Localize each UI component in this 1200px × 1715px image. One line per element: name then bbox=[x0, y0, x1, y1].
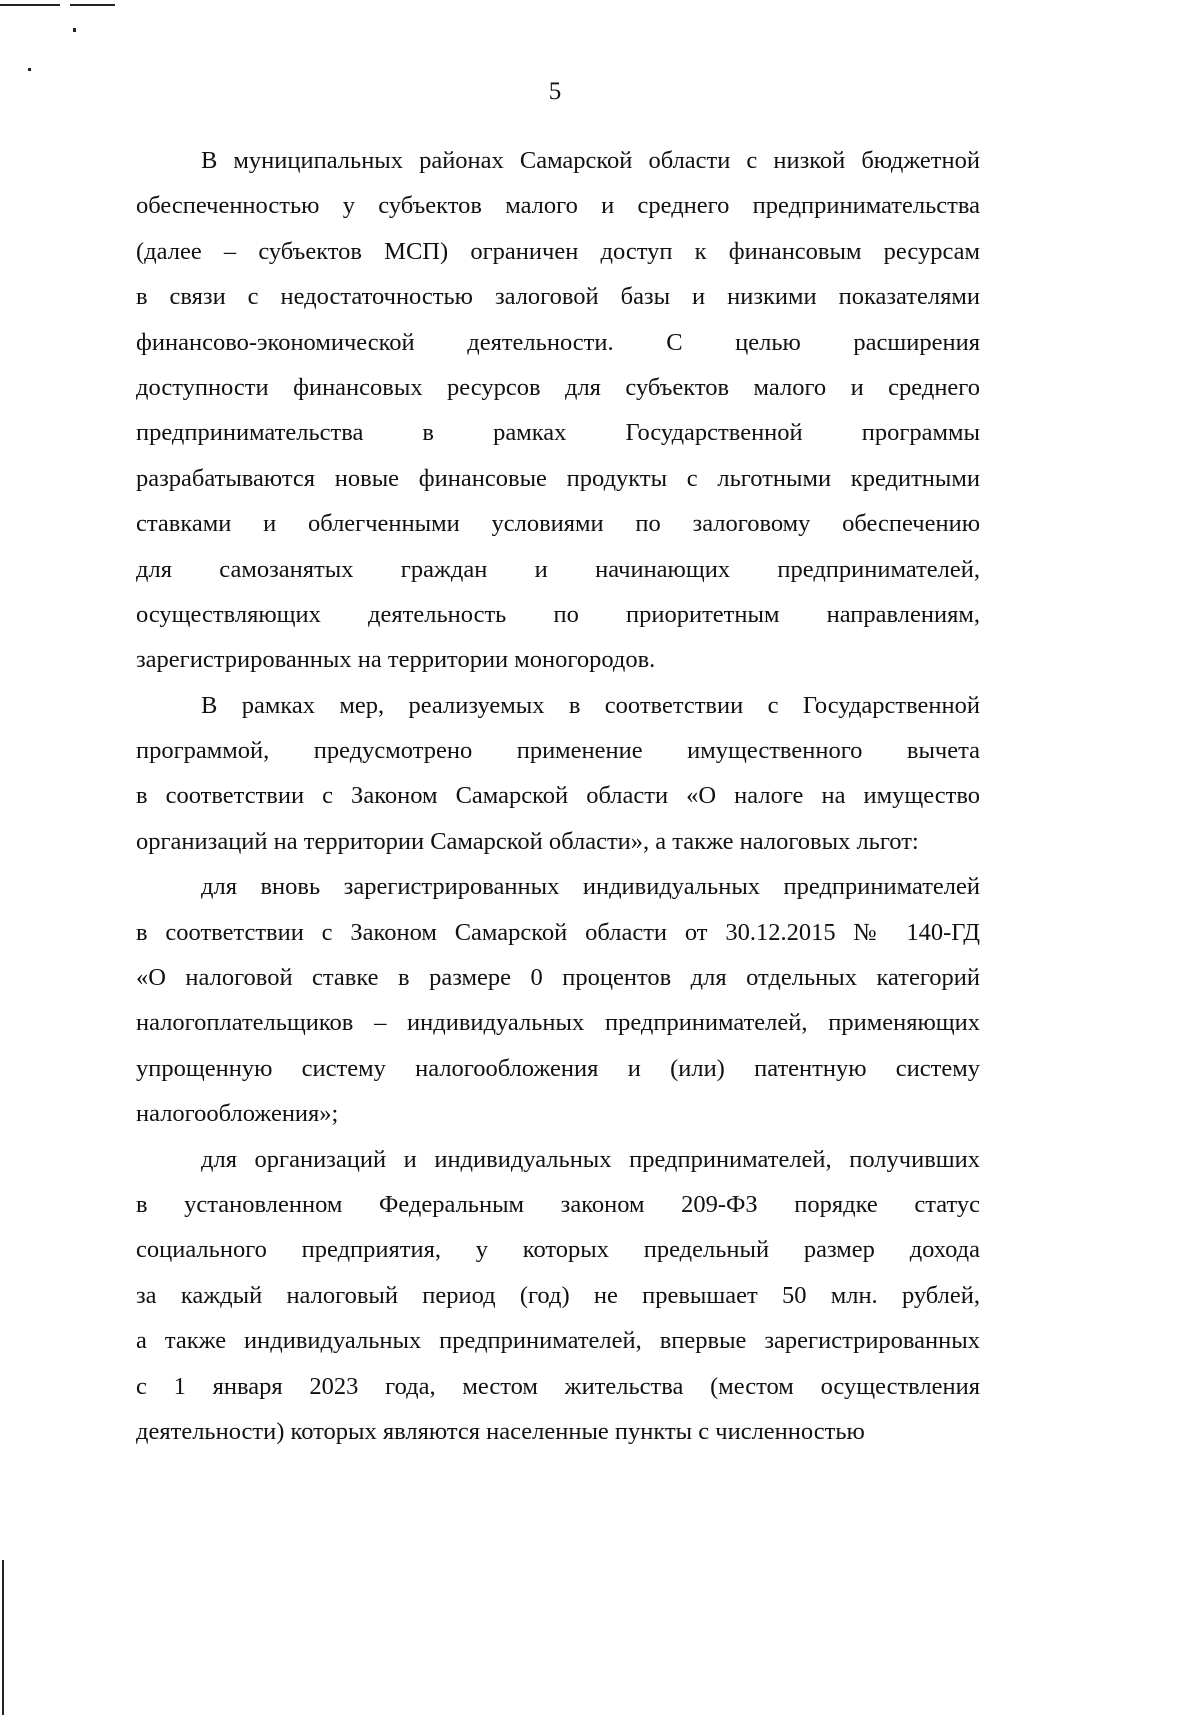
scan-artifact-dot bbox=[28, 68, 31, 71]
text-line: организаций на территории Самарской области», а также налоговых льгот: bbox=[136, 827, 919, 855]
page-number: 5 bbox=[548, 78, 562, 105]
text-line: (далее – субъектов МСП) ограничен доступ к финансовым ресурсам bbox=[136, 237, 980, 265]
text-line: для самозанятых граждан и начинающих предпринимателей, bbox=[136, 555, 980, 583]
text-line: зарегистрированных на территории моногородов. bbox=[136, 646, 656, 674]
scan-artifact-line bbox=[0, 4, 60, 6]
text-line: налогообложения»; bbox=[136, 1100, 339, 1128]
text-line: с 1 января 2023 года, местом жительства (местом осуществления bbox=[136, 1372, 980, 1400]
document-body bbox=[136, 138, 980, 1454]
text-line: финансово-экономической деятельности. С целью расширения bbox=[136, 328, 980, 356]
text-line: осуществляющих деятельность по приоритетным направлениям, bbox=[136, 600, 980, 628]
text-line: разрабатываются новые финансовые продукты с льготными кредитными bbox=[136, 464, 980, 492]
text-line: программой, предусмотрено применение имущественного вычета bbox=[136, 737, 980, 765]
text-line: за каждый налоговый период (год) не превышает 50 млн. рублей, bbox=[136, 1281, 980, 1309]
scan-artifact-dot bbox=[73, 28, 76, 32]
text-line: «О налоговой ставке в размере 0 процентов для отдельных категорий bbox=[136, 964, 980, 992]
text-line: а также индивидуальных предпринимателей, впервые зарегистрированных bbox=[136, 1327, 980, 1355]
scan-artifact-line bbox=[70, 4, 115, 6]
paragraph bbox=[136, 1137, 980, 1455]
text-line: деятельности) которых являются населенные пункты с численностью bbox=[136, 1417, 865, 1445]
text-line: упрощенную систему налогообложения и (или) патентную систему bbox=[136, 1054, 980, 1082]
paragraph bbox=[136, 138, 980, 683]
text-line: в соответствии с Законом Самарской области от 30.12.2015 № 140-ГД bbox=[136, 918, 980, 946]
text-line: обеспеченностью у субъектов малого и среднего предпринимательства bbox=[136, 192, 980, 220]
text-line: доступности финансовых ресурсов для субъектов малого и среднего bbox=[136, 373, 980, 401]
scan-artifact-line bbox=[2, 1560, 4, 1715]
text-line: в соответствии с Законом Самарской области «О налоге на имущество bbox=[136, 782, 980, 810]
text-line: ставками и облегченными условиями по залоговому обеспечению bbox=[136, 510, 980, 538]
paragraph bbox=[136, 683, 980, 865]
text-line: В муниципальных районах Самарской области с низкой бюджетной bbox=[201, 147, 980, 174]
text-line: в связи с недостаточностью залоговой базы и низкими показателями bbox=[136, 283, 980, 311]
text-line: В рамках мер, реализуемых в соответствии с Государственной bbox=[201, 691, 980, 719]
text-line: для вновь зарегистрированных индивидуальных предпринимателей bbox=[201, 873, 980, 901]
paragraph bbox=[136, 864, 980, 1136]
text-line: налогоплательщиков – индивидуальных предпринимателей, применяющих bbox=[136, 1009, 980, 1037]
text-line: для организаций и индивидуальных предпринимателей, получивших bbox=[201, 1145, 980, 1173]
text-line: в установленном Федеральным законом 209-ФЗ порядке статус bbox=[136, 1191, 980, 1219]
text-line: предпринимательства в рамках Государственной программы bbox=[136, 419, 980, 447]
text-line: социального предприятия, у которых предельный размер дохода bbox=[136, 1236, 980, 1264]
